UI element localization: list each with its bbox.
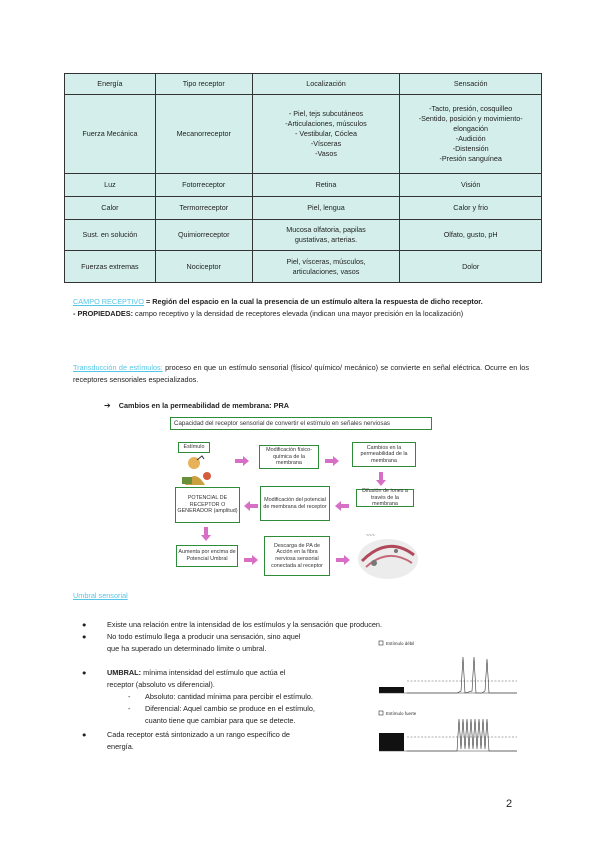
campo-receptivo-text: = Región del espacio en la cual la presencia de un estímulo altera la respuesta de dicho receptor.	[143, 297, 483, 306]
transduction-diagram	[170, 417, 432, 580]
cell-tipo: Termorreceptor	[155, 197, 252, 220]
table-row	[65, 251, 542, 283]
cell-sensacion	[400, 95, 542, 174]
sub-bullet-diferencial: Diferencial: Aquel cambio se produce en el estímulo,	[145, 704, 315, 713]
cell-localizacion	[252, 197, 400, 220]
cell-energia: Calor	[65, 197, 156, 220]
sub-bullet-absoluto: Absoluto: cantidad mínima para percibir el estímulo.	[145, 692, 313, 701]
cell-line: Calor y frio	[453, 203, 489, 212]
diagram-box-descarga: Descarga de PA de Acción en la fibra nerviosa sensorial conectada al receptor	[264, 536, 330, 576]
transduccion-link[interactable]: Transducción de estímulos:	[73, 363, 163, 372]
table-row	[65, 174, 542, 197]
bullet-icon: ●	[82, 632, 87, 641]
diagram-box-potencial: POTENCIAL DE RECEPTOR O GENERADOR (amplitud)	[175, 487, 240, 523]
header-sensacion: Sensación	[400, 74, 542, 95]
cell-line: -Presión sanguínea	[439, 154, 502, 163]
diagram-header: Capacidad del receptor sensorial de convertir el estímulo en señales nerviosas	[170, 417, 432, 430]
sub-bullet-diferencial-cont: cuanto tiene que cambiar para que se detecte.	[145, 716, 296, 725]
cell-localizacion	[252, 251, 400, 283]
bullet-icon: ●	[82, 668, 87, 677]
cell-localizacion	[252, 95, 400, 174]
arrow-right-icon	[244, 552, 258, 562]
graph-strong-label: Estímulo fuerte	[386, 711, 417, 716]
cell-line: Piel, vísceras, músculos,	[286, 256, 366, 266]
bullet-text: Existe una relación entre la intensidad de los estímulos y la sensación que producen.	[107, 620, 383, 629]
arrow-left-icon	[244, 498, 258, 508]
header-energia: Energía	[65, 74, 156, 95]
cell-line: Dolor	[462, 261, 480, 271]
table-row	[65, 220, 542, 251]
cambios-text: Cambios en la permeabilidad de membrana: PRA	[118, 401, 290, 410]
propiedades-label: - PROPIEDADES:	[73, 309, 134, 318]
header-tipo: Tipo receptor	[155, 74, 252, 95]
diagram-box-umbral: Aumenta por encima de Potencial Umbral	[176, 545, 238, 567]
bullet-text-cont: energía.	[107, 742, 134, 751]
bullet-text-cont: que ha superado un determinado límite o umbral.	[107, 644, 267, 653]
svg-text:~~~: ~~~	[366, 533, 375, 539]
cell-line: -Vísceras	[310, 139, 342, 148]
bullet-text: Cada receptor está sintonizado a un rango específico de	[107, 730, 290, 739]
dash-icon: -	[128, 692, 131, 701]
cell-tipo: Quimiorreceptor	[155, 220, 252, 251]
campo-receptivo-link[interactable]: CAMPO RECEPTIVO	[73, 297, 144, 306]
arrow-right-icon	[325, 453, 339, 463]
diagram-box-modificacion-potencial: Modificación del potencial de membrana del receptor	[260, 486, 330, 521]
cell-sensacion	[400, 174, 542, 197]
cell-tipo: Mecanorreceptor	[155, 95, 252, 174]
bullet-text: mínima intensidad del estímulo que actúa el	[141, 668, 286, 677]
dash-icon: -	[128, 704, 131, 713]
cell-line: -Tacto, presión, cosquilleo	[429, 104, 513, 113]
cell-line: gustativas, arterias.	[294, 235, 358, 244]
cell-energia: Sust. en solución	[65, 220, 156, 251]
campo-receptivo-paragraph	[73, 296, 529, 320]
umbral-title	[73, 590, 529, 602]
diagram-box-difusion: Difusión de iones a través de la membrana	[356, 489, 414, 507]
nerve-fiber-illustration-icon	[352, 529, 424, 581]
propiedades-text: campo receptivo y la densidad de receptores elevada (indican una mayor precisión en la localización)	[133, 309, 464, 318]
cell-line: -Vasos	[315, 149, 337, 158]
arrow-icon: ➔	[104, 401, 111, 410]
stimulus-illustration-icon	[180, 454, 214, 486]
transduccion-paragraph	[73, 362, 529, 386]
cell-localizacion	[252, 174, 400, 197]
cell-sensacion	[400, 251, 542, 283]
bullet-icon: ●	[82, 730, 87, 739]
arrow-right-icon	[235, 453, 249, 463]
table-row	[65, 95, 542, 174]
cell-line: Retina	[315, 180, 337, 189]
cell-line: -Sentido, posición y movimiento-	[418, 114, 523, 123]
diagram-estimulo-box: Estímulo	[178, 442, 210, 453]
cell-sensacion	[400, 197, 542, 220]
cell-line: articulaciones, vasos	[292, 266, 360, 276]
diagram-box-modificacion: Modificación físico-química de la membrana	[259, 445, 319, 469]
bullet-icon: ●	[82, 620, 87, 629]
cell-energia: Fuerza Mecánica	[65, 95, 156, 174]
cell-line: Piel, lengua	[307, 203, 345, 212]
cell-line: - Vestibular, Cóclea	[295, 129, 357, 138]
arrow-down-icon	[376, 472, 386, 486]
arrow-right-icon	[336, 552, 350, 562]
cell-line: - Piel, tejs subcutáneos	[288, 109, 364, 118]
receptor-table	[64, 73, 542, 283]
arrow-down-icon	[201, 527, 211, 541]
header-localizacion: Localización	[252, 74, 400, 95]
cell-energia: Fuerzas extremas	[65, 251, 156, 283]
cell-line: -Distensión	[452, 144, 489, 153]
page-number: 2	[506, 798, 513, 810]
table-row	[65, 197, 542, 220]
arrow-left-icon	[335, 498, 349, 508]
cell-localizacion	[252, 220, 400, 251]
transduccion-text: proceso en que un estímulo sensorial (físico/ químico/ mecánico) se convierte en señal eléctrica. Ocurre en los receptores sensoriales especializados.	[73, 363, 529, 384]
umbral-label: UMBRAL:	[107, 668, 142, 677]
bullet-text-cont: receptor (absoluto vs diferencial).	[107, 680, 215, 689]
diagram-box-permeabilidad: Cambios en la permeabilidad de la membrana	[352, 442, 416, 467]
cell-energia: Luz	[65, 174, 156, 197]
cell-tipo: Fotorreceptor	[155, 174, 252, 197]
stimulus-graphs	[377, 637, 522, 767]
cell-tipo: Nociceptor	[155, 251, 252, 283]
bullet-text: No todo estímulo llega a producir una sensación, sino aquel	[107, 632, 301, 641]
table-header-row	[65, 74, 542, 95]
cell-line: -Audición	[455, 134, 486, 143]
cell-line: elongación	[453, 124, 489, 133]
cell-line: Mucosa olfatoria, papilas	[286, 225, 366, 234]
cell-line: -Articulaciones, músculos	[285, 119, 367, 128]
cell-line: Olfato, gusto, pH	[443, 230, 498, 239]
graph-weak-label: Estímulo débil	[386, 641, 415, 646]
cell-line: Visión	[460, 180, 481, 189]
umbral-link[interactable]: Umbral sensorial	[73, 591, 128, 600]
cambios-line	[104, 401, 289, 410]
cell-sensacion	[400, 220, 542, 251]
